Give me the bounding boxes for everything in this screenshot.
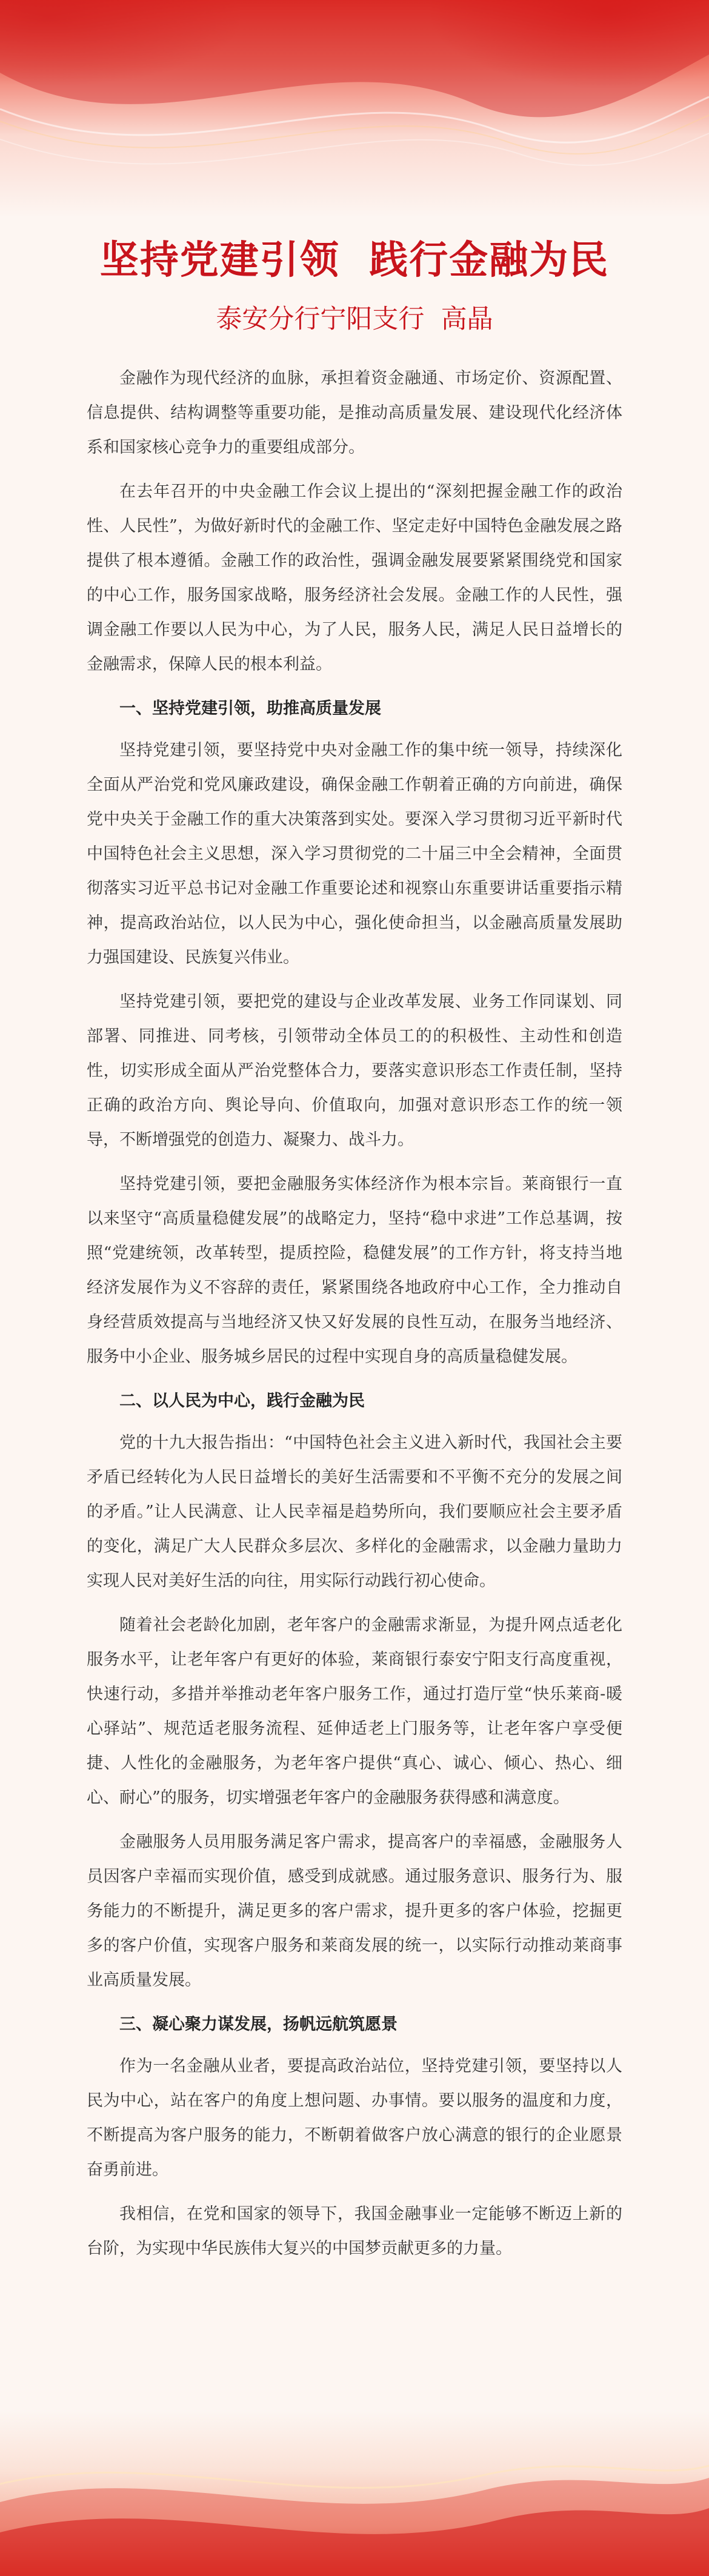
article-body	[87, 361, 622, 2276]
paragraph: 坚持党建引领，要把党的建设与企业改革发展、业务工作同谋划、同部署、同推进、同考核，引领带动全体员工的的积极性、主动性和创造性，切实形成全面从严治党整体合力，要落实意识形态工作责任制，坚持正确的政治方向、舆论导向、价值取向，加强对意识形态工作的统一领导，不断增强党的创造力、凝聚力、战斗力。	[87, 992, 622, 1149]
footer-wave-graphic	[0, 2411, 709, 2576]
section-heading: 一、坚持党建引领，助推高质量发展	[119, 699, 381, 718]
section-heading: 二、以人民为中心，践行金融为民	[119, 1392, 365, 1410]
article-byline: 泰安分行宁阳支行 高晶	[216, 304, 493, 334]
paragraph: 金融作为现代经济的血脉，承担着资金融通、市场定价、资源配置、信息提供、结构调整等重要功能，是推动高质量发展、建设现代化经济体系和国家核心竞争力的重要组成部分。	[87, 369, 622, 457]
paragraph: 在去年召开的中央金融工作会议上提出的“深刻把握金融工作的政治性、人民性”，为做好新时代的金融工作、坚定走好中国特色金融发展之路提供了根本遵循。金融工作的政治性，强调金融发展要紧紧围绕党和国家的中心工作，服务国家战略，服务经济社会发展。金融工作的人民性，强调金融工作要以人民为中心，为了人民，服务人民，满足人民日益增长的金融需求，保障人民的根本利益。	[87, 482, 622, 674]
paragraph: 随着社会老龄化加剧，老年客户的金融需求渐显，为提升网点适老化服务水平，让老年客户有更好的体验，莱商银行泰安宁阳支行高度重视，快速行动，多措并举推动老年客户服务工作，通过打造厅堂“快乐莱商-暖心驿站”、规范适老服务流程、延伸适老上门服务等，让老年客户享受便捷、人性化的金融服务，为老年客户提供“真心、诚心、倾心、热心、细心、耐心”的服务，切实增强老年客户的金融服务获得感和满意度。	[87, 1616, 622, 1807]
article-title: 坚持党建引领 践行金融为民	[99, 237, 610, 283]
header-decoration	[0, 0, 709, 218]
paragraph: 金融服务人员用服务满足客户需求，提高客户的幸福感，金融服务人员因客户幸福而实现价值，感受到成就感。通过服务意识、服务行为、服务能力的不断提升，满足更多的客户需求，提升更多的客户体验，挖掘更多的客户价值，实现客户服务和莱商发展的统一，以实际行动推动莱商事业高质量发展。	[87, 1833, 622, 1990]
section-heading: 三、凝心聚力谋发展，扬帆远航筑愿景	[119, 2015, 398, 2034]
paragraph: 我相信，在党和国家的领导下，我国金融事业一定能够不断迈上新的台阶，为实现中华民族伟大复兴的中国梦贡献更多的力量。	[87, 2205, 622, 2258]
paragraph: 党的十九大报告指出：“中国特色社会主义进入新时代，我国社会主要矛盾已经转化为人民日益增长的美好生活需要和不平衡不充分的发展之间的矛盾。”让人民满意、让人民幸福是趋势所向，我们要顺应社会主要矛盾的变化，满足广大人民群众多层次、多样化的金融需求，以金融力量助力实现人民对美好生活的向往，用实际行动践行初心使命。	[87, 1433, 622, 1590]
paragraph: 坚持党建引领，要把金融服务实体经济作为根本宗旨。莱商银行一直以来坚守“高质量稳健发展”的战略定力，坚持“稳中求进”工作总基调，按照“党建统领，改革转型，提质控险，稳健发展”的工作方针，将支持当地经济发展作为义不容辞的责任，紧紧围绕各地政府中心工作，全力推动自身经营质效提高与当地经济又快又好发展的良性互动，在服务当地经济、服务中小企业、服务城乡居民的过程中实现自身的高质量稳健发展。	[87, 1175, 622, 1366]
paragraph: 坚持党建引领，要坚持党中央对金融工作的集中统一领导，持续深化全面从严治党和党风廉政建设，确保金融工作朝着正确的方向前进，确保党中央关于金融工作的重大决策落到实处。要深入学习贯彻习近平新时代中国特色社会主义思想，深入学习贯彻党的二十届三中全会精神，全面贯彻落实习近平总书记对金融工作重要论述和视察山东重要讲话重要指示精神，提高政治站位，以人民为中心，强化使命担当，以金融高质量发展助力强国建设、民族复兴伟业。	[87, 741, 622, 967]
footer-decoration	[0, 2411, 709, 2576]
paragraph: 作为一名金融从业者，要提高政治站位，坚持党建引领，要坚持以人民为中心，站在客户的角度上想问题、办事情。要以服务的温度和力度，不断提高为客户服务的能力，不断朝着做客户放心满意的银行的企业愿景奋勇前进。	[87, 2057, 622, 2179]
ribbon-wave-graphic	[0, 0, 709, 218]
